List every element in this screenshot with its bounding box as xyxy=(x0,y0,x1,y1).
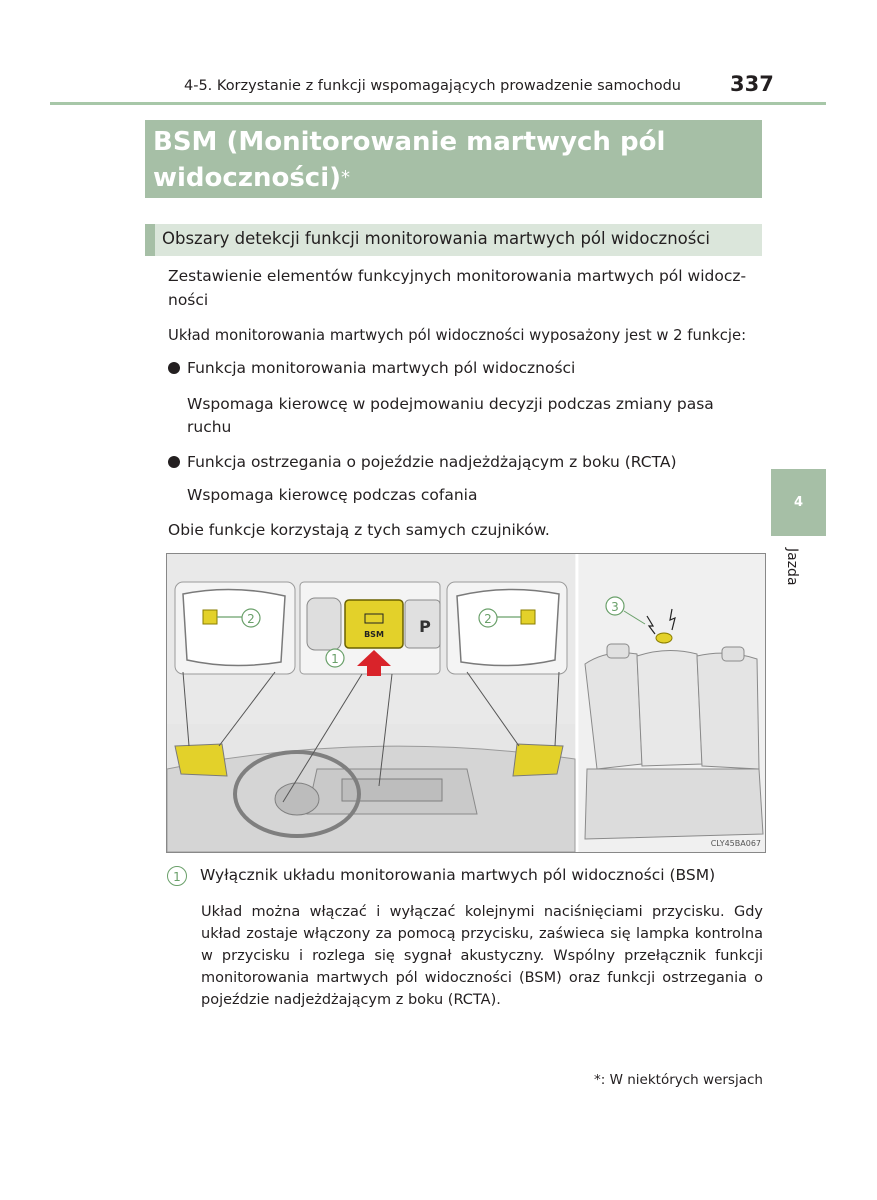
chapter-label: Jazda xyxy=(784,548,800,586)
illustration-svg xyxy=(167,554,765,852)
page-title xyxy=(153,124,665,196)
right-mirror-glass xyxy=(457,589,559,665)
bullet-dot xyxy=(168,362,180,374)
title-asterisk: * xyxy=(341,167,351,188)
bullet1-desc-line1: Wspomaga kierowcę w podejmowaniu decyzji podczas zmiany pasa xyxy=(187,395,714,413)
page-title-box xyxy=(145,120,762,198)
right-mirror-indicator xyxy=(521,610,535,624)
seat-middle xyxy=(637,650,702,766)
p-label: P xyxy=(419,617,431,636)
chapter-tab[interactable] xyxy=(771,469,826,536)
callout-2-left-label: 2 xyxy=(247,612,255,626)
callout-3-label: 3 xyxy=(611,600,619,614)
callout-1-label: 1 xyxy=(331,652,339,666)
left-mirror-glass xyxy=(183,589,285,665)
left-mirror-indicator xyxy=(203,610,217,624)
bullet2-title: Funkcja ostrzegania o pojeździe nadjeżdżającym z boku (RCTA) xyxy=(187,453,677,471)
intro-line2: ności xyxy=(168,291,209,309)
header-rule xyxy=(50,102,826,105)
shared-line: Obie funkcje korzystają z tych samych czujników. xyxy=(168,521,550,539)
system-line: Układ monitorowania martwych pól widoczności wyposażony jest w 2 funkcje: xyxy=(168,327,747,344)
intro-line1: Zestawienie elementów funkcyjnych monitorowania martwych pól widocz- xyxy=(168,267,747,285)
seat-right xyxy=(697,653,759,769)
caption-title: Wyłącznik układu monitorowania martwych pól widoczności (BSM) xyxy=(200,866,716,884)
buzzer xyxy=(656,633,672,643)
page-title-line2: widoczności) xyxy=(153,163,342,193)
steering-hub xyxy=(275,783,319,815)
bullet-dot xyxy=(168,456,180,468)
bsm-button-label: BSM xyxy=(364,630,384,639)
bullet1-desc-line2: ruchu xyxy=(187,418,232,436)
section-heading-box xyxy=(145,224,762,256)
bsm-illustration xyxy=(166,553,766,853)
bullet1-title: Funkcja monitorowania martwych pól widoczności xyxy=(187,359,576,377)
right-outer-mirror xyxy=(513,744,563,776)
left-outer-mirror xyxy=(175,744,227,776)
bsm-button xyxy=(345,600,403,648)
seat-cushion xyxy=(585,769,763,839)
chapter-number: 4 xyxy=(793,495,804,510)
page-title-line1: BSM (Monitorowanie martwych pól xyxy=(153,127,666,157)
figure-code: CLY45BA067 xyxy=(710,839,761,848)
section-heading: Obszary detekcji funkcji monitorowania martwych pól widoczności xyxy=(162,229,711,248)
callout-2-right-label: 2 xyxy=(484,612,492,626)
caption-number: 1 xyxy=(167,866,187,886)
caption-description: Układ można włączać i wyłączać kolejnymi naciśnięciami przycisku. Gdy układ zostaje włączony za pomocą przycisku, zaświeca się lampka kontrolna w przycisku i rozlega się sygnał akustyczny. Wspólny przełącznik funkcji monitorowania martwych pól widoczności (BSM) oraz funkcji ostrzegania o pojeździe nadjeżdżającym z boku (RCTA). xyxy=(201,904,763,1008)
section-heading-bar xyxy=(145,224,155,256)
running-header: 4-5. Korzystanie z funkcji wspomagających prowadzenie samochodu xyxy=(184,78,681,94)
bullet2-desc-line1: Wspomaga kierowcę podczas cofania xyxy=(187,486,478,504)
page-number: 337 xyxy=(730,72,774,96)
footnote: *: W niektórych wersjach xyxy=(594,1072,763,1088)
